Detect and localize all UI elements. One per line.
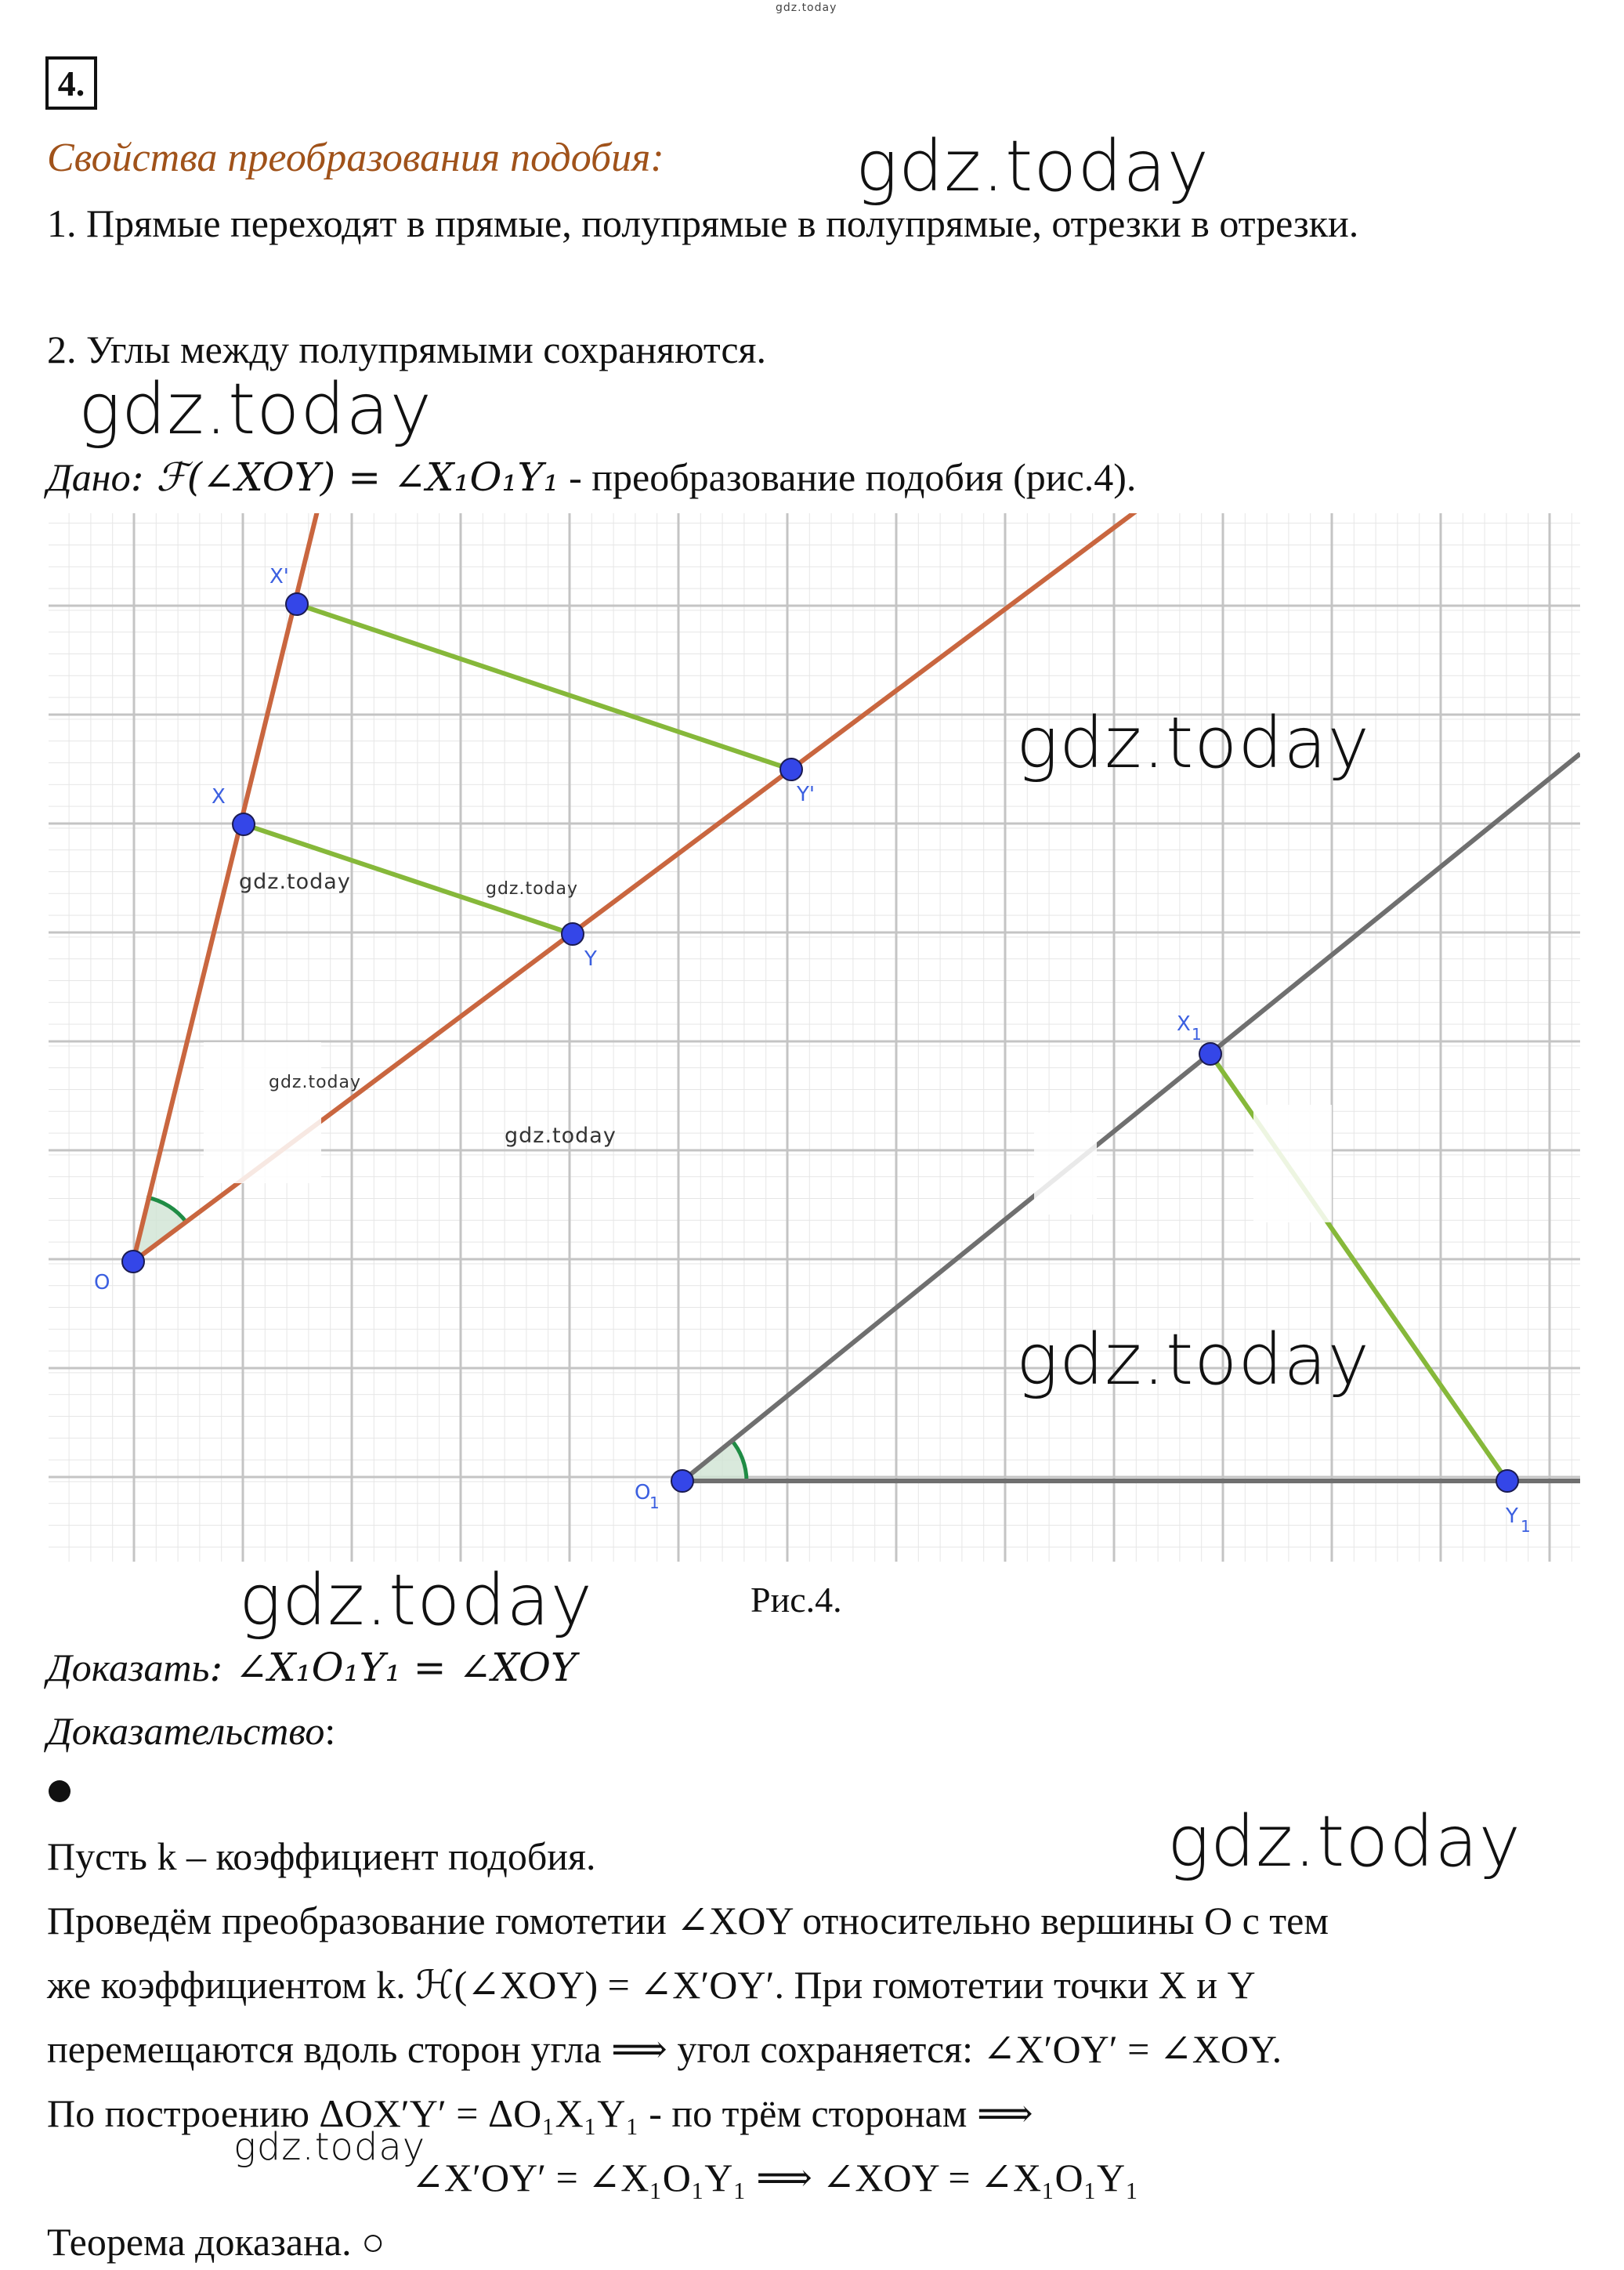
property-1: 1. Прямые переходят в прямые, полупрямые в полупрямые, отрезки в отрезки. (47, 201, 1359, 245)
watermark: gdz.today (1016, 702, 1370, 784)
watermark: gdz.today (486, 879, 579, 899)
watermark: gdz.today (1167, 1801, 1521, 1883)
label-o1-subscript: 1 (649, 1493, 660, 1512)
label-x1: X (1177, 1012, 1191, 1036)
proof-heading-line (47, 1707, 335, 1755)
task-number-box: 4. (45, 56, 97, 110)
watermark: gdz.today (239, 1559, 593, 1642)
label-y1-subscript: 1 (1521, 1517, 1531, 1536)
point-x (233, 813, 255, 835)
figure-caption: Рис.4. (751, 1580, 842, 1620)
proof-line-2: Проведём преобразование гомотетии ∠XOY относительно вершины O с тем (47, 1899, 1329, 1942)
proof-line-7: Теорема доказана. ○ (47, 2220, 385, 2264)
proof-line-1: Пусть k – коэффициент подобия. (47, 1834, 596, 1878)
watermark: gdz.today (855, 125, 1210, 208)
label-y1: Y (1506, 1504, 1518, 1528)
given-formula: : ℱ(∠XOY) = ∠X₁O₁Y₁ (130, 454, 559, 500)
label-x1-subscript: 1 (1192, 1025, 1202, 1044)
given-text: - преобразование подобия (рис.4). (559, 455, 1137, 499)
label-y-prime: Y' (797, 783, 816, 806)
bullet (49, 1780, 71, 1802)
point-x-prime (286, 593, 308, 615)
watermark: gdz.today (1016, 1319, 1370, 1401)
watermark: gdz.today (78, 368, 432, 451)
prove-formula: : ∠X₁O₁Y₁ = ∠XOY (209, 1645, 577, 1690)
header-watermark: gdz.today (776, 2, 837, 14)
properties-heading: Свойства преобразования подобия: (47, 136, 664, 180)
proof-line-3: же коэффициентом k. ℋ(∠XOY) = ∠X′OY′. При гомотетии точки X и Y (47, 1963, 1256, 2007)
proof-label: Доказательство (47, 1709, 325, 1753)
point-x1 (1199, 1043, 1221, 1065)
grid (49, 501, 1580, 1562)
proof-line-6: ∠X′OY′ = ∠X₁O₁Y₁ ⟹ ∠XOY = ∠X₁O₁Y₁ (411, 2156, 1139, 2199)
point-y1 (1496, 1470, 1518, 1492)
property-2: 2. Углы между полупрямыми сохраняются. (47, 328, 767, 371)
proof-line-5: По построению ΔOX′Y′ = ΔO₁X₁Y₁ - по трём сторонам ⟹ (47, 2091, 1033, 2135)
watermark: gdz.today (239, 870, 351, 894)
point-o (122, 1251, 144, 1273)
watermark: gdz.today (269, 1073, 362, 1092)
proof-line-4: перемещаются вдоль сторон угла ⟹ угол сохраняется: ∠X′OY′ = ∠XOY. (47, 2027, 1282, 2071)
prove-label: Доказать (47, 1645, 210, 1689)
label-o: O (94, 1271, 110, 1294)
point-y (562, 923, 584, 945)
watermark: gdz.today (505, 1124, 617, 1148)
label-x: X (212, 785, 226, 809)
prove-line (47, 1643, 577, 1692)
label-x-prime: X' (269, 565, 289, 588)
point-o1 (671, 1470, 693, 1492)
label-y: Y (584, 947, 597, 971)
label-o1: O (635, 1481, 651, 1504)
proof-colon: : (324, 1709, 336, 1753)
watermark: gdz.today (233, 2125, 426, 2169)
point-y-prime (780, 758, 802, 780)
given-label: Дано (47, 455, 131, 499)
